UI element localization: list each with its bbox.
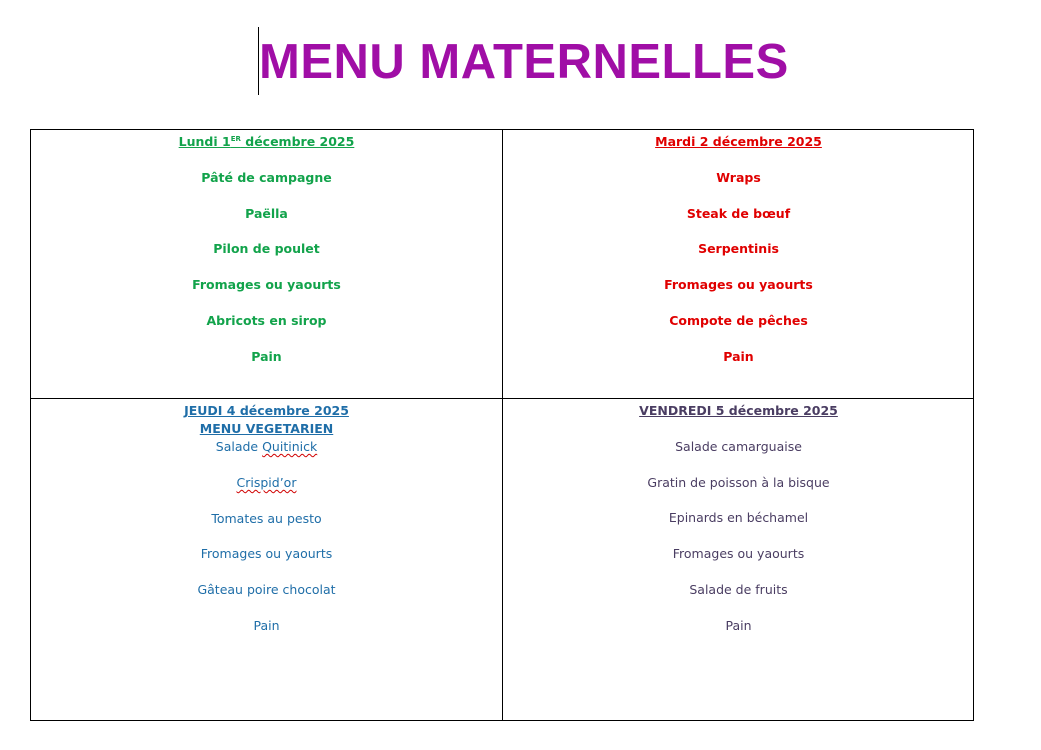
day-header-ordinal: ER: [230, 135, 241, 143]
menu-items-thursday: [31, 438, 502, 635]
menu-item-text: Salade: [215, 439, 263, 454]
spellcheck-word: Crispid’or: [236, 474, 297, 490]
menu-item: Pain: [725, 617, 752, 633]
menu-item: Paëlla: [245, 205, 288, 221]
menu-item: Fromages ou yaourts: [664, 277, 813, 293]
menu-item: Fromages ou yaourts: [200, 546, 333, 562]
menu-table: [30, 129, 974, 721]
menu-item: Pain: [723, 348, 754, 364]
menu-item: Compote de pêches: [669, 312, 808, 328]
menu-item: Gratin de poisson à la bisque: [647, 474, 830, 490]
page-title: MENU MATERNELLES: [259, 35, 789, 89]
day-cell-tuesday: [503, 130, 974, 366]
menu-item: Pain: [253, 617, 280, 633]
menu-item: Serpentinis: [698, 241, 779, 257]
day-cell-thursday: [31, 399, 502, 635]
day-header-date: décembre 2025: [240, 134, 355, 149]
menu-item: Wraps: [716, 169, 761, 185]
menu-item: Abricots en sirop: [206, 312, 327, 328]
menu-item: Epinards en béchamel: [668, 510, 809, 526]
menu-item: Fromages ou yaourts: [672, 546, 805, 562]
menu-items-tuesday: [503, 169, 974, 366]
menu-item: Pâté de campagne: [201, 169, 332, 185]
spellcheck-word: Quitinick: [262, 439, 318, 454]
menu-item: Pain: [251, 348, 282, 364]
day-header-text: Lundi 1: [178, 134, 231, 149]
menu-item: Salade camarguaise: [675, 438, 802, 454]
menu-item: Tomates au pesto: [211, 510, 322, 526]
menu-item: Salade de fruits: [689, 581, 788, 597]
day-header-tuesday: Mardi 2 décembre 2025: [655, 134, 822, 149]
menu-items-monday: [31, 169, 502, 366]
menu-item: Gâteau poire chocolat: [197, 582, 336, 598]
day-header-monday: [31, 133, 502, 151]
day-header-thursday: JEUDI 4 décembre 2025: [184, 403, 349, 418]
menu-item: Steak de bœuf: [686, 205, 791, 221]
day-header-friday: VENDREDI 5 décembre 2025: [639, 403, 838, 418]
menu-items-friday: [503, 438, 974, 635]
vegetarian-subheader: MENU VEGETARIEN: [199, 421, 334, 436]
menu-item: Pilon de poulet: [213, 241, 320, 257]
menu-item: [31, 438, 502, 456]
menu-item: Fromages ou yaourts: [192, 277, 341, 293]
menu-item: [31, 474, 502, 492]
day-cell-monday: [31, 130, 502, 366]
day-cell-friday: [503, 399, 974, 635]
